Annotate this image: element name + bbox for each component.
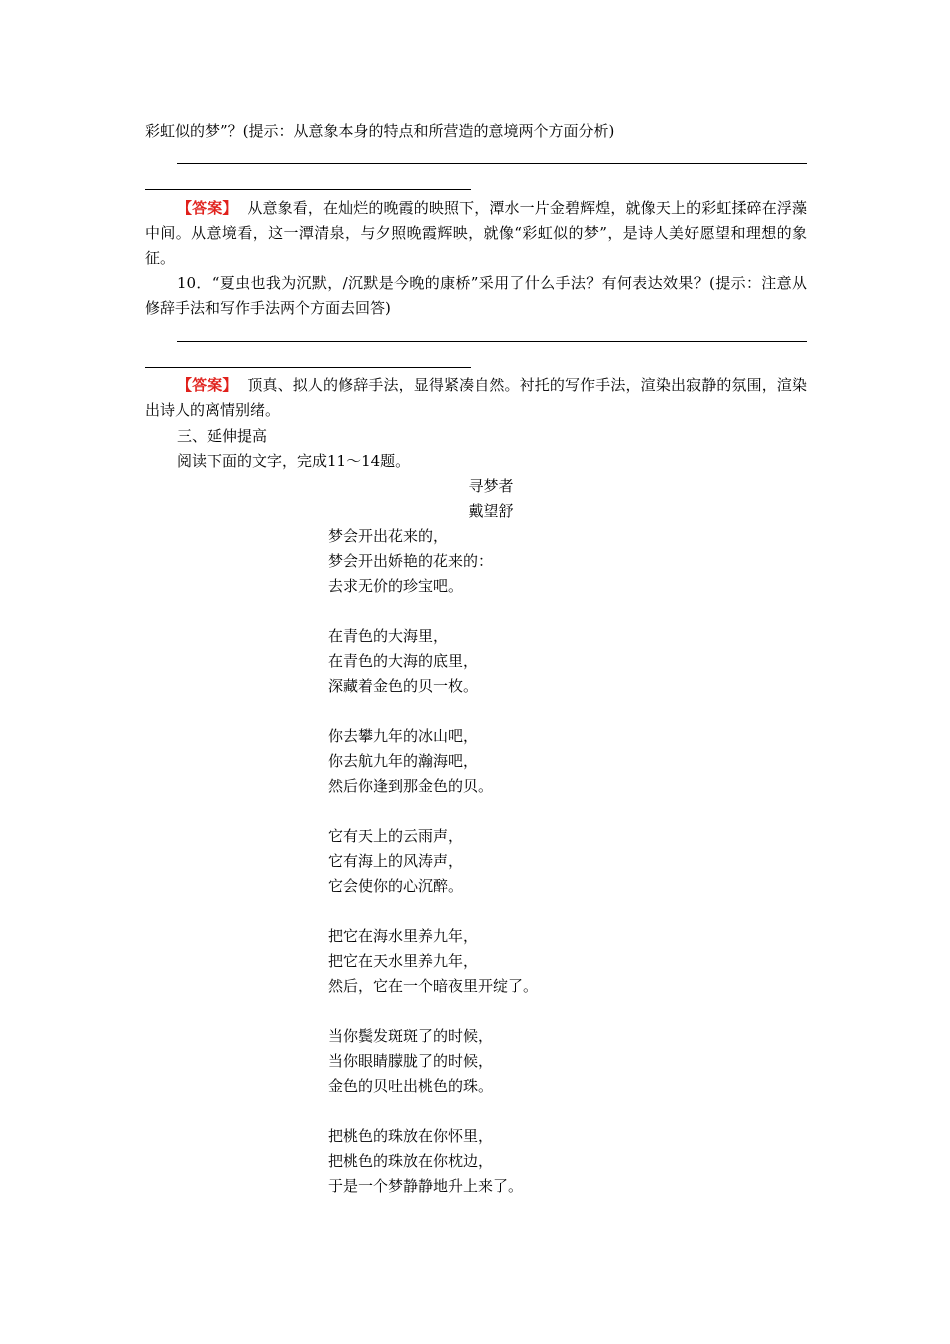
poem-line: 去求无价的珍宝吧。 <box>328 577 464 595</box>
poem-title: 寻梦者 <box>468 477 514 495</box>
poem-line: 深藏着金色的贝一枚。 <box>328 677 479 695</box>
reading-instruction: 阅读下面的文字，完成11～14题。 <box>177 452 411 470</box>
poem-line: 于是一个梦静静地升上来了。 <box>328 1177 524 1195</box>
poem-line: 梦会开出娇艳的花来的： <box>328 552 494 570</box>
poem-stanza <box>328 1024 628 1099</box>
poem-line: 在青色的大海里， <box>328 627 449 645</box>
poem-line: 把桃色的珠放在你枕边， <box>328 1152 494 1170</box>
question-10: 10．“夏虫也我为沉默，/沉默是今晚的康桥”采用了什么手法？有何表达效果？(提示：注意从修辞手法和写作手法两个方面去回答) <box>145 274 807 317</box>
poem-line: 它有海上的风涛声， <box>328 852 464 870</box>
poem-line: 梦会开出花来的， <box>328 527 449 545</box>
poem-line: 然后，它在一个暗夜里开绽了。 <box>328 977 539 995</box>
poem-line: 然后你逢到那金色的贝。 <box>328 777 494 795</box>
poem-stanza <box>328 924 628 999</box>
answer-blank-line <box>177 163 807 164</box>
poem-body <box>328 524 628 1224</box>
poem-line: 它有天上的云雨声， <box>328 827 464 845</box>
poem-line: 金色的贝吐出桃色的珠。 <box>328 1077 494 1095</box>
answer-9 <box>145 196 807 271</box>
answer-label: 【答案】 <box>177 376 238 394</box>
poem-stanza <box>328 724 628 799</box>
poem-author: 戴望舒 <box>468 502 514 520</box>
question-9-tail: 彩虹似的梦”？(提示：从意象本身的特点和所营造的意境两个方面分析) <box>145 122 615 140</box>
section-heading: 三、延伸提高 <box>177 427 268 445</box>
poem-line: 把它在天水里养九年， <box>328 952 479 970</box>
poem-line: 你去攀九年的冰山吧， <box>328 727 479 745</box>
poem-line: 它会使你的心沉醉。 <box>328 877 464 895</box>
poem-line: 当你鬓发斑斑了的时候， <box>328 1027 494 1045</box>
answer-10-text: 顶真、拟人的修辞手法，显得紧凑自然。衬托的写作手法，渲染出寂静的氛围，渲染出诗人的离情别绪。 <box>145 376 807 419</box>
answer-9-text: 从意象看，在灿烂的晚霞的映照下，潭水一片金碧辉煌，就像天上的彩虹揉碎在浮藻中间。从意境看，这一潭清泉，与夕照晚霞辉映，就像“彩虹似的梦”，是诗人美好愿望和理想的象征。 <box>145 199 807 267</box>
poem-stanza <box>328 1124 628 1199</box>
poem-line: 当你眼睛朦胧了的时候， <box>328 1052 494 1070</box>
answer-blank-line <box>145 189 471 190</box>
poem-line: 把桃色的珠放在你怀里， <box>328 1127 494 1145</box>
answer-label: 【答案】 <box>177 199 238 217</box>
poem-line: 把它在海水里养九年， <box>328 927 479 945</box>
answer-blank-line <box>177 341 807 342</box>
poem-line: 你去航九年的瀚海吧， <box>328 752 479 770</box>
poem-stanza <box>328 624 628 699</box>
poem-stanza <box>328 824 628 899</box>
poem-line: 在青色的大海的底里， <box>328 652 479 670</box>
poem-stanza <box>328 524 628 599</box>
answer-10 <box>145 373 807 423</box>
answer-blank-line <box>145 367 471 368</box>
